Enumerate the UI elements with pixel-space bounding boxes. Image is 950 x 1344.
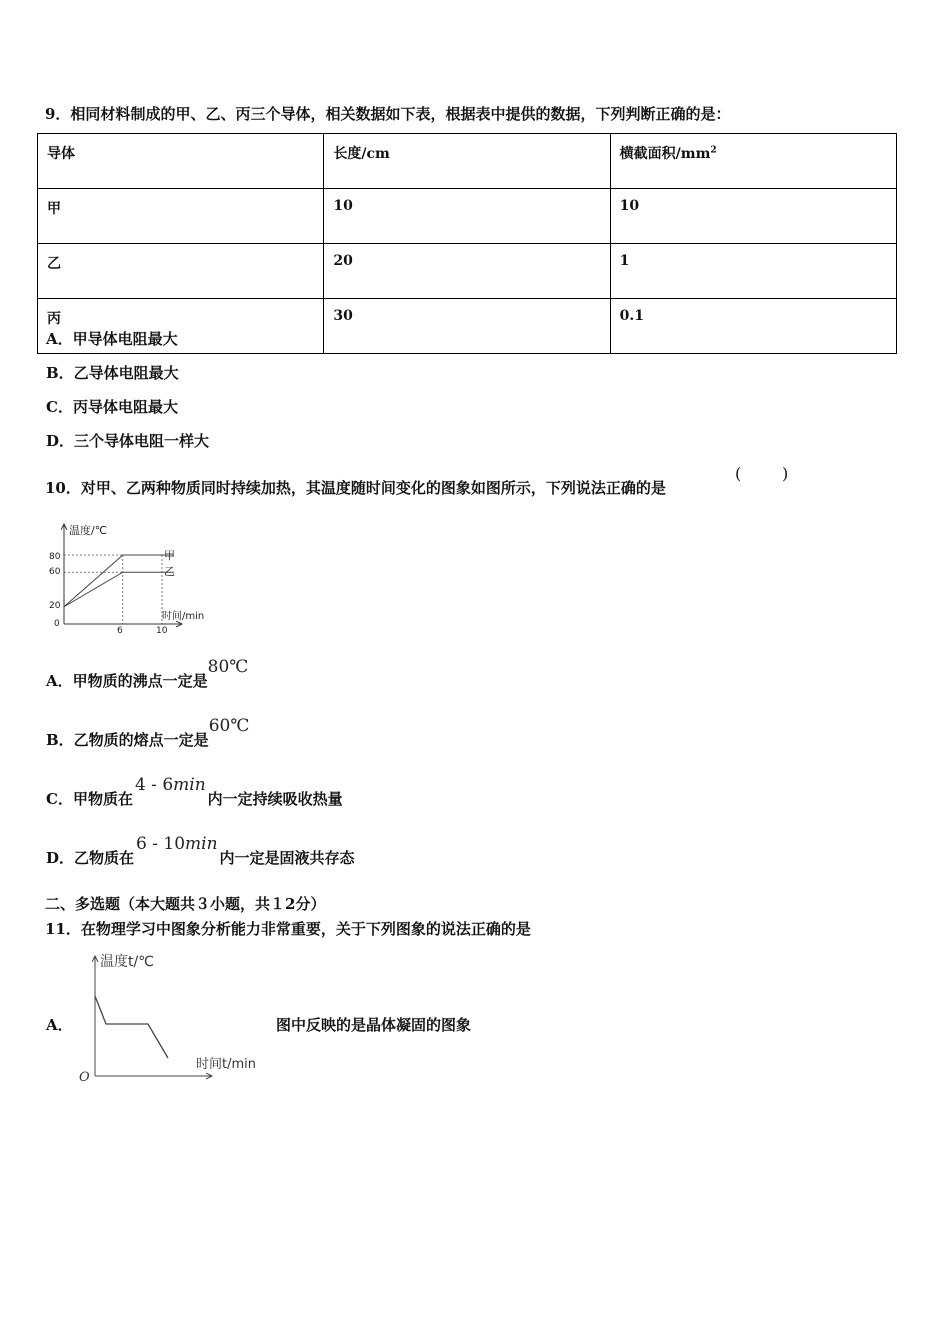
- table-cell: 乙: [38, 244, 324, 299]
- q9-option-a[interactable]: A．甲导体电阻最大: [46, 330, 178, 348]
- answer-paren-open: (: [735, 464, 742, 483]
- table-header-cell: [610, 134, 896, 189]
- option-suffix: 内一定是固液共存态: [219, 849, 355, 867]
- section-heading: 二、多选题（本大题共３小题，共１2分）: [45, 895, 326, 913]
- table-cell: 20: [324, 244, 610, 299]
- q11-option-a-text: 图中反映的是晶体凝固的图象: [276, 1016, 472, 1034]
- math-unit: min: [185, 834, 218, 854]
- x-axis-label: 时间/min: [162, 611, 205, 622]
- q10-option-c[interactable]: [46, 775, 343, 809]
- origin-label: O: [79, 1070, 90, 1085]
- option-math: [136, 834, 218, 854]
- table-header-cell: 长度/cm: [324, 134, 610, 189]
- table-cell: 0.1: [610, 299, 896, 354]
- table-cell: 10: [610, 189, 896, 244]
- q10-option-d[interactable]: [46, 834, 355, 868]
- q10-temperature-chart: [44, 518, 224, 638]
- x-tick-label: 6: [117, 626, 123, 636]
- option-math: 60℃: [208, 716, 250, 736]
- table-cell: 10: [324, 189, 610, 244]
- option-label: C．甲物质在: [46, 790, 133, 808]
- q10-stem: 10．对甲、乙两种物质同时持续加热，其温度随时间变化的图象如图所示，下列说法正确的是: [45, 479, 666, 497]
- y-tick-label: 0: [54, 619, 60, 629]
- series-label-yi: 乙: [164, 565, 175, 578]
- table-header-row: [38, 134, 897, 189]
- q11-option-a-label[interactable]: A．: [46, 1016, 73, 1034]
- q9-option-d[interactable]: D．三个导体电阻一样大: [46, 432, 210, 450]
- table-cell: 30: [324, 299, 610, 354]
- table-cell: 丙: [38, 299, 324, 354]
- y-axis-label: 温度/℃: [69, 524, 108, 537]
- superscript-2: 2: [710, 145, 717, 156]
- table-row: [38, 244, 897, 299]
- table-cell: 1: [610, 244, 896, 299]
- q9-data-table: [37, 133, 897, 354]
- option-suffix: 内一定持续吸收热量: [207, 790, 343, 808]
- y-tick-label: 60: [49, 567, 61, 577]
- series-line-jia: [64, 555, 174, 607]
- q9-stem: 9．相同材料制成的甲、乙、丙三个导体，相关数据如下表，根据表中提供的数据，下列判断正确的是：: [45, 105, 731, 123]
- table-cell: 甲: [38, 189, 324, 244]
- answer-paren-close: ): [782, 464, 789, 483]
- table-row: [38, 189, 897, 244]
- q9-option-c[interactable]: C．丙导体电阻最大: [46, 398, 178, 416]
- header-area-text: 横截面积/mm: [619, 146, 711, 162]
- table-header-cell: 导体: [38, 134, 324, 189]
- math-range: 6 - 10: [136, 834, 186, 854]
- q10-option-a[interactable]: [46, 657, 249, 691]
- y-tick-label: 80: [49, 552, 61, 562]
- option-label: D．乙物质在: [46, 849, 135, 867]
- series-label-jia: 甲: [164, 549, 175, 562]
- q11-stem: 11．在物理学习中图象分析能力非常重要，关于下列图象的说法正确的是: [45, 920, 531, 938]
- series-line-yi: [64, 572, 174, 607]
- y-axis-label: 温度t/℃: [100, 954, 154, 970]
- q9-option-b[interactable]: B．乙导体电阻最大: [46, 364, 179, 382]
- y-tick-label: 20: [49, 601, 61, 611]
- cooling-curve: [95, 996, 168, 1058]
- math-unit: min: [173, 775, 206, 795]
- math-range: 4 - 6: [134, 775, 174, 795]
- q10-option-b[interactable]: [46, 716, 250, 750]
- option-math: 80℃: [207, 657, 249, 677]
- x-tick-label: 10: [156, 626, 168, 636]
- option-label: A．甲物质的沸点一定是: [46, 672, 208, 690]
- option-math: [135, 775, 206, 795]
- x-axis-label: 时间t/min: [196, 1057, 256, 1072]
- option-label: B．乙物质的熔点一定是: [46, 731, 209, 749]
- q11-cooling-chart: [74, 946, 274, 1086]
